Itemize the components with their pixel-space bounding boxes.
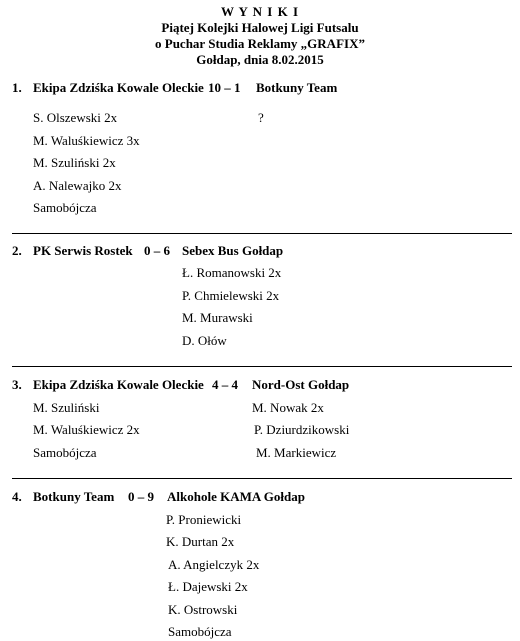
away-scorer: Ł. Romanowski 2x xyxy=(182,265,282,280)
match-away-team: Sebex Bus Gołdap xyxy=(182,243,284,258)
home-scorer: Samobójcza xyxy=(33,200,97,215)
away-scorer: P. Chmielewski 2x xyxy=(182,288,280,303)
home-scorer: S. Olszewski 2x xyxy=(33,110,118,125)
home-scorer: A. Nalewajko 2x xyxy=(33,178,122,193)
match-home-team: Ekipa Zdziśka Kowale Oleckie xyxy=(33,377,204,392)
divider xyxy=(12,233,512,234)
place-date: Gołdap, dnia 8.02.2015 xyxy=(196,52,324,67)
home-scorer: M. Szuliński xyxy=(33,400,100,415)
away-scorer: Ł. Dajewski 2x xyxy=(168,579,248,594)
away-scorer: Samobójcza xyxy=(168,624,232,639)
match-away-team: Nord-Ost Gołdap xyxy=(252,377,350,392)
away-scorer: A. Angielczyk 2x xyxy=(168,557,260,572)
match-away-team: Alkohole KAMA Gołdap xyxy=(167,489,305,504)
away-scorer: P. Dziurdzikowski xyxy=(254,422,350,437)
away-scorer: D. Ołów xyxy=(182,333,227,348)
divider xyxy=(12,478,512,479)
cup-name: o Puchar Studia Reklamy „GRAFIX” xyxy=(155,36,365,51)
results-title: W Y N I K I xyxy=(220,4,300,19)
match-number: 1. xyxy=(12,80,22,95)
match-score: 0 – 9 xyxy=(128,489,154,504)
league-name: Piątej Kolejki Halowej Ligi Futsalu xyxy=(161,20,359,35)
match-score: 4 – 4 xyxy=(212,377,238,392)
away-scorer: P. Proniewicki xyxy=(166,512,242,527)
match-number: 4. xyxy=(12,489,22,504)
match-score: 10 – 1 xyxy=(208,80,241,95)
home-scorer: Samobójcza xyxy=(33,445,97,460)
match-home-team: PK Serwis Rostek xyxy=(33,243,133,258)
match-number: 3. xyxy=(12,377,22,392)
match-score: 0 – 6 xyxy=(144,243,170,258)
match-number: 2. xyxy=(12,243,22,258)
away-scorer: M. Murawski xyxy=(182,310,253,325)
away-scorer: M. Nowak 2x xyxy=(252,400,324,415)
away-scorer: M. Markiewicz xyxy=(256,445,337,460)
match-home-team: Botkuny Team xyxy=(33,489,115,504)
away-scorer: K. Durtan 2x xyxy=(166,534,235,549)
home-scorer: M. Szuliński 2x xyxy=(33,155,116,170)
home-scorer: M. Waluśkiewicz 3x xyxy=(33,133,140,148)
match-home-team: Ekipa Zdziśka Kowale Oleckie xyxy=(33,80,204,95)
away-scorer: K. Ostrowski xyxy=(168,602,238,617)
home-scorer: M. Waluśkiewicz 2x xyxy=(33,422,140,437)
away-scorer: ? xyxy=(258,110,264,125)
match-away-team: Botkuny Team xyxy=(256,80,338,95)
divider xyxy=(12,366,512,367)
